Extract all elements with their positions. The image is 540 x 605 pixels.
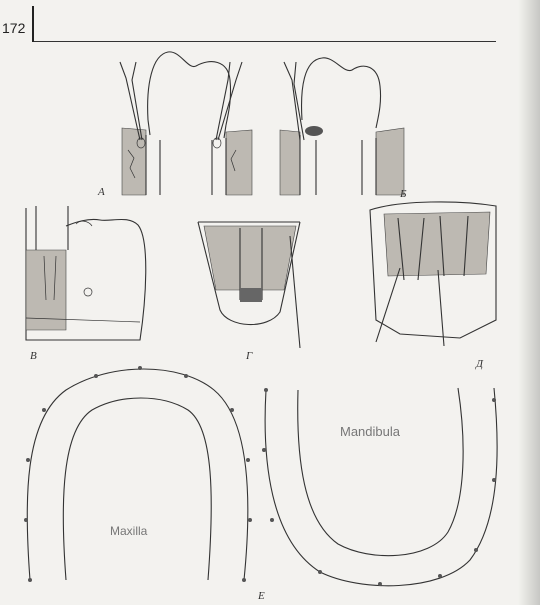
figure-a-label: А [98, 186, 105, 198]
figure-g-drawing [198, 222, 300, 348]
figure-g-label: Г [246, 350, 253, 362]
figure-d-label: Д [476, 358, 483, 370]
mandibula-label: Mandibula [340, 424, 400, 439]
figure-a-drawing [120, 52, 252, 195]
page-number: 172 [2, 20, 26, 36]
figure-d-drawing [370, 202, 496, 346]
figure-e-label: Е [258, 590, 265, 602]
figure-b-label: Б [400, 188, 407, 200]
figure-e-mandibula-arch [262, 388, 497, 586]
figure-b-drawing [280, 58, 404, 195]
figure-v-drawing [26, 206, 146, 340]
maxilla-label: Maxilla [110, 524, 148, 538]
figure-v-label: В [30, 350, 37, 362]
figure-e-maxilla-arch [24, 366, 252, 582]
